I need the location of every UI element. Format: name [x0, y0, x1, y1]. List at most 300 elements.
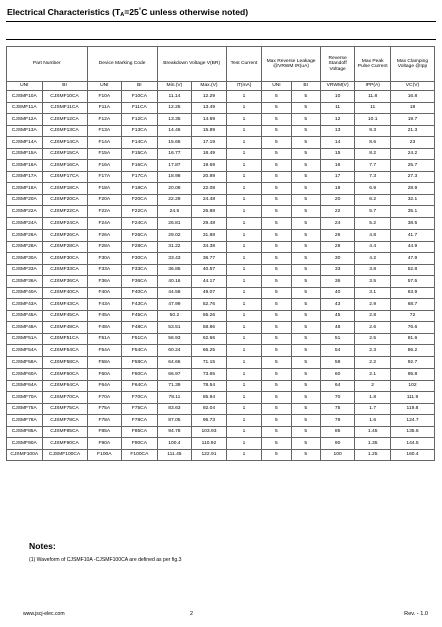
table-cell: 15.89	[192, 125, 227, 137]
table-cell: 27.3	[390, 171, 434, 183]
table-cell: CJSMF36CA	[42, 276, 87, 288]
table-cell: 36.77	[192, 253, 227, 265]
table-cell: 124.7	[390, 415, 434, 427]
table-cell: CJSMF45CA	[42, 310, 87, 322]
table-cell: CJSMF40A	[7, 287, 43, 299]
table-cell: 72	[390, 310, 434, 322]
table-cell: 12	[320, 114, 355, 126]
table-cell: 18.98	[157, 171, 192, 183]
table-cell: 1	[226, 171, 262, 183]
table-cell: 32.1	[390, 194, 434, 206]
table-cell: 22.29	[157, 194, 192, 206]
table-cell: 95.8	[390, 369, 434, 381]
table-cell: F18CA	[122, 183, 158, 195]
table-cell: 5	[291, 253, 320, 265]
table-cell: 24	[320, 217, 355, 230]
table-row	[7, 264, 435, 276]
table-cell: 66.97	[157, 369, 192, 381]
table-cell: F26CA	[122, 230, 158, 242]
table-cell: F11CA	[122, 102, 158, 114]
header-peak-pulse-current: Max Peak Pulse Current	[355, 47, 391, 82]
table-row	[7, 217, 435, 230]
table-row	[7, 148, 435, 160]
table-cell: 5	[291, 125, 320, 137]
table-cell: 71.39	[157, 380, 192, 392]
table-cell: CJSMF33CA	[42, 264, 87, 276]
table-cell: 75	[320, 403, 355, 415]
table-cell: 63.9	[390, 287, 434, 299]
table-cell: 111.9	[390, 392, 434, 404]
table-cell: 8.6	[355, 137, 391, 149]
table-cell: CJSMF30CA	[42, 253, 87, 265]
table-cell: 33	[320, 264, 355, 276]
table-cell: CJSMF58A	[7, 356, 43, 369]
table-cell: F36A	[87, 276, 122, 288]
table-cell: 5	[291, 160, 320, 172]
table-cell: CJSMF24CA	[42, 217, 87, 230]
table-cell: CJSMF22CA	[42, 206, 87, 218]
table-body	[7, 91, 435, 461]
electrical-characteristics-table	[6, 46, 435, 461]
table-cell: 11.14	[157, 91, 192, 103]
table-cell: 66.25	[192, 345, 227, 357]
table-cell: 1	[226, 322, 262, 334]
section-title: Electrical Characteristics (TA=25°C unless otherwise noted)	[7, 7, 249, 18]
table-cell: CJSMF51A	[7, 333, 43, 345]
table-cell: 2.2	[355, 356, 391, 369]
table-cell: 5	[262, 392, 291, 404]
table-cell: 1	[226, 276, 262, 288]
table-row	[7, 299, 435, 311]
table-cell: CJSMF100CA	[42, 449, 87, 461]
table-cell: 2.1	[355, 369, 391, 381]
table-cell: 13.35	[157, 114, 192, 126]
table-cell: 4.8	[355, 230, 391, 242]
table-cell: F13CA	[122, 125, 158, 137]
table-cell: CJSMF64A	[7, 380, 43, 392]
subheader-cell: BI	[291, 82, 320, 91]
table-cell: CJSMF33A	[7, 264, 43, 276]
header-max-reverse-leakage: Max Reverse Leakage @VRWM IR(uA)	[262, 47, 321, 82]
table-cell: 5	[291, 322, 320, 334]
table-cell: 1.45	[355, 426, 391, 438]
table-cell: 52.76	[192, 299, 227, 311]
table-cell: 40.57	[192, 264, 227, 276]
table-cell: 144.5	[390, 438, 434, 450]
table-row	[7, 369, 435, 381]
table-cell: CJSMF10A	[7, 91, 43, 103]
table-cell: 1	[226, 403, 262, 415]
table-cell: CJSMF78A	[7, 415, 43, 427]
table-cell: 51	[320, 333, 355, 345]
table-cell: 1	[226, 299, 262, 311]
table-cell: 5	[262, 230, 291, 242]
table-cell: 2.6	[355, 322, 391, 334]
table-cell: CJSMF51CA	[42, 333, 87, 345]
table-cell: 17.19	[192, 137, 227, 149]
table-row	[7, 171, 435, 183]
table-row	[7, 322, 435, 334]
table-row	[7, 310, 435, 322]
table-cell: CJSMF54A	[7, 345, 43, 357]
table-cell: CJSMF16CA	[42, 160, 87, 172]
table-cell: 5	[291, 287, 320, 299]
table-cell: CJSMF16A	[7, 160, 43, 172]
table-cell: 3.1	[355, 287, 391, 299]
table-cell: 64.66	[157, 356, 192, 369]
table-cell: 5	[291, 310, 320, 322]
table-cell: 21.3	[390, 125, 434, 137]
table-cell: 9.3	[355, 125, 391, 137]
table-cell: 56.93	[157, 333, 192, 345]
table-row	[7, 230, 435, 242]
table-cell: CJSMF48A	[7, 322, 43, 334]
table-cell: 20.08	[157, 183, 192, 195]
table-cell: 5	[262, 310, 291, 322]
table-cell: F78A	[87, 415, 122, 427]
table-cell: 1	[226, 415, 262, 427]
table-cell: F85A	[87, 426, 122, 438]
table-cell: 5	[291, 194, 320, 206]
table-cell: 5	[262, 333, 291, 345]
table-cell: 31.88	[192, 230, 227, 242]
subheader-cell: UNI	[87, 82, 122, 91]
table-cell: CJSMF20A	[7, 194, 43, 206]
table-cell: 95.73	[192, 415, 227, 427]
table-cell: F18A	[87, 183, 122, 195]
table-row	[7, 449, 435, 461]
table-cell: 6.9	[355, 183, 391, 195]
table-cell: 60.24	[157, 345, 192, 357]
table-cell: 1.25	[355, 449, 391, 461]
table-cell: 12.29	[192, 91, 227, 103]
table-cell: 1.6	[355, 415, 391, 427]
table-cell: 11.8	[355, 91, 391, 103]
table-cell: 2.9	[355, 299, 391, 311]
table-cell: 36.85	[157, 264, 192, 276]
table-cell: CJSMF60CA	[42, 369, 87, 381]
table-cell: 135.6	[390, 426, 434, 438]
table-cell: 47.99	[157, 299, 192, 311]
table-cell: 44.9	[390, 241, 434, 253]
table-cell: CJSMF100A	[7, 449, 43, 461]
table-cell: 20	[320, 194, 355, 206]
table-cell: F16A	[87, 160, 122, 172]
table-cell: 111.45	[157, 449, 192, 461]
table-cell: CJSMF90A	[7, 438, 43, 450]
table-cell: 14.69	[192, 114, 227, 126]
table-cell: 5.7	[355, 206, 391, 218]
table-cell: 25.7	[390, 160, 434, 172]
table-cell: CJSMF20CA	[42, 194, 87, 206]
subheader-cell: VRWM(V)	[320, 82, 355, 91]
table-cell: CJSMF22A	[7, 206, 43, 218]
table-cell: 1	[226, 438, 262, 450]
table-row	[7, 276, 435, 288]
table-cell: 5	[262, 102, 291, 114]
subheader-row	[7, 82, 435, 91]
table-cell: CJSMF70A	[7, 392, 43, 404]
table-cell: CJSMF28A	[7, 241, 43, 253]
table-cell: 73.65	[192, 369, 227, 381]
table-cell: CJSMF70CA	[42, 392, 87, 404]
table-cell: CJSMF75A	[7, 403, 43, 415]
table-cell: F14A	[87, 137, 122, 149]
table-row	[7, 253, 435, 265]
table-cell: F30CA	[122, 253, 158, 265]
table-cell: 1	[226, 253, 262, 265]
table-cell: 5	[291, 449, 320, 461]
subheader-cell: Min.(V)	[157, 82, 192, 91]
table-row	[7, 194, 435, 206]
table-cell: 5	[262, 438, 291, 450]
table-cell: 38.5	[390, 217, 434, 230]
table-row	[7, 392, 435, 404]
table-cell: CJSMF15CA	[42, 148, 87, 160]
table-cell: 60	[320, 369, 355, 381]
header-breakdown-voltage: Breakdown Voltage V(BR)	[157, 47, 226, 82]
table-cell: 23	[390, 137, 434, 149]
table-cell: 44.58	[157, 287, 192, 299]
table-cell: CJSMF75CA	[42, 403, 87, 415]
table-cell: 16.77	[157, 148, 192, 160]
table-cell: 5	[291, 264, 320, 276]
table-cell: CJSMF12CA	[42, 114, 87, 126]
table-cell: 5	[291, 230, 320, 242]
table-cell: 5	[262, 183, 291, 195]
table-cell: 102	[390, 380, 434, 392]
table-cell: 5	[291, 392, 320, 404]
table-cell: 5	[291, 276, 320, 288]
table-row	[7, 345, 435, 357]
table-cell: 11	[355, 102, 391, 114]
table-cell: CJSMF54CA	[42, 345, 87, 357]
table-cell: F100CA	[122, 449, 158, 461]
table-cell: 1.7	[355, 403, 391, 415]
table-cell: 24.48	[192, 194, 227, 206]
table-cell: 52.8	[390, 264, 434, 276]
table-cell: 1	[226, 426, 262, 438]
table-row	[7, 403, 435, 415]
table-cell: 2.8	[355, 310, 391, 322]
table-cell: 1	[226, 194, 262, 206]
table-cell: 5.2	[355, 217, 391, 230]
table-cell: CJSMF26CA	[42, 230, 87, 242]
table-cell: 7.7	[355, 160, 391, 172]
table-cell: 85	[320, 426, 355, 438]
header-device-marking: Device Marking Code	[87, 47, 157, 82]
table-cell: CJSMF15A	[7, 148, 43, 160]
table-cell: F26A	[87, 230, 122, 242]
table-cell: 1	[226, 333, 262, 345]
table-cell: F48A	[87, 322, 122, 334]
table-cell: 5	[291, 148, 320, 160]
table-cell: 92.04	[192, 403, 227, 415]
table-cell: CJSMF14CA	[42, 137, 87, 149]
table-cell: 35.1	[390, 206, 434, 218]
table-row	[7, 333, 435, 345]
table-cell: 19.69	[192, 160, 227, 172]
table-cell: 8.2	[355, 148, 391, 160]
table-cell: 4.2	[355, 253, 391, 265]
subheader-cell: Max.(V)	[192, 82, 227, 91]
table-cell: 5	[262, 125, 291, 137]
table-cell: 5	[262, 415, 291, 427]
footer-website: www.jscj-elec.com	[23, 611, 65, 617]
notes-heading: Notes:	[29, 541, 56, 551]
table-cell: 5	[291, 426, 320, 438]
table-cell: 5	[291, 217, 320, 230]
table-cell: 5	[262, 403, 291, 415]
table-cell: 87.05	[157, 415, 192, 427]
table-cell: 5	[291, 171, 320, 183]
table-cell: CJSMF58CA	[42, 356, 87, 369]
table-row	[7, 287, 435, 299]
table-cell: F28CA	[122, 241, 158, 253]
table-cell: 2.3	[355, 345, 391, 357]
table-cell: CJSMF11A	[7, 102, 43, 114]
table-cell: 3.8	[355, 264, 391, 276]
table-row	[7, 415, 435, 427]
table-cell: 86.2	[390, 345, 434, 357]
table-cell: F58CA	[122, 356, 158, 369]
table-cell: F75A	[87, 403, 122, 415]
table-cell: CJSMF60A	[7, 369, 43, 381]
table-cell: 44.17	[192, 276, 227, 288]
table-cell: 5	[291, 183, 320, 195]
table-cell: 78	[320, 415, 355, 427]
table-cell: 36	[320, 276, 355, 288]
table-cell: 57.5	[390, 276, 434, 288]
table-cell: 19.7	[390, 114, 434, 126]
table-cell: 15.66	[157, 137, 192, 149]
table-cell: 11	[320, 102, 355, 114]
table-cell: 100	[320, 449, 355, 461]
table-cell: 76.6	[390, 322, 434, 334]
table-cell: 5	[291, 114, 320, 126]
table-cell: 3.5	[355, 276, 391, 288]
table-cell: 50.2	[157, 310, 192, 322]
subheader-cell: IPP(A)	[355, 82, 391, 91]
table-cell: 5	[262, 160, 291, 172]
table-cell: CJSMF17CA	[42, 171, 87, 183]
table-cell: 5	[262, 241, 291, 253]
table-cell: 92.7	[390, 356, 434, 369]
table-cell: F54CA	[122, 345, 158, 357]
table-cell: 5	[291, 415, 320, 427]
table-cell: 5	[262, 299, 291, 311]
table-cell: 5	[291, 102, 320, 114]
table-cell: F10CA	[122, 91, 158, 103]
table-cell: 64	[320, 380, 355, 392]
subheader-cell: IT(mA)	[226, 82, 262, 91]
table-cell: 1	[226, 449, 262, 461]
table-cell: F60CA	[122, 369, 158, 381]
table-cell: 20.89	[192, 171, 227, 183]
table-cell: 1	[226, 148, 262, 160]
table-cell: 5	[262, 253, 291, 265]
table-cell: 1	[226, 264, 262, 276]
table-cell: 5	[291, 380, 320, 392]
table-cell: 5	[291, 137, 320, 149]
table-cell: F51A	[87, 333, 122, 345]
table-cell: 5	[291, 438, 320, 450]
table-cell: CJSMF85CA	[42, 426, 87, 438]
table-cell: 1	[226, 310, 262, 322]
table-cell: F22A	[87, 206, 122, 218]
subheader-cell: BI	[122, 82, 158, 91]
table-cell: F70CA	[122, 392, 158, 404]
table-cell: F12A	[87, 114, 122, 126]
table-row	[7, 160, 435, 172]
table-cell: F90A	[87, 438, 122, 450]
table-cell: 33.43	[157, 253, 192, 265]
table-cell: 1	[226, 183, 262, 195]
table-cell: 5	[262, 264, 291, 276]
table-cell: F78CA	[122, 415, 158, 427]
table-cell: 1	[226, 230, 262, 242]
table-cell: 4.4	[355, 241, 391, 253]
table-cell: 78.54	[192, 380, 227, 392]
table-row	[7, 438, 435, 450]
table-cell: CJSMF24A	[7, 217, 43, 230]
table-cell: 5	[291, 345, 320, 357]
table-cell: CJSMF12A	[7, 114, 43, 126]
table-cell: 48	[320, 322, 355, 334]
table-cell: CJSMF78CA	[42, 415, 87, 427]
table-cell: 100.4	[157, 438, 192, 450]
table-cell: 28.9	[390, 183, 434, 195]
table-cell: 70	[320, 392, 355, 404]
table-cell: 83.63	[157, 403, 192, 415]
table-cell: CJSMF90CA	[42, 438, 87, 450]
table-cell: 13.49	[192, 102, 227, 114]
table-cell: 28	[320, 241, 355, 253]
table-cell: 5	[291, 299, 320, 311]
table-cell: 5	[262, 426, 291, 438]
table-cell: 1.8	[355, 392, 391, 404]
table-cell: 1	[226, 91, 262, 103]
subheader-cell: VC(V)	[390, 82, 434, 91]
table-cell: 13	[320, 125, 355, 137]
table-cell: CJSMF10CA	[42, 91, 87, 103]
table-cell: 1	[226, 137, 262, 149]
title-rule-bottom	[6, 39, 436, 40]
table-cell: 58.86	[192, 322, 227, 334]
table-cell: F12CA	[122, 114, 158, 126]
table-cell: 5	[291, 369, 320, 381]
table-cell: CJSMF17A	[7, 171, 43, 183]
table-cell: F60A	[87, 369, 122, 381]
table-cell: 47.9	[390, 253, 434, 265]
table-cell: F15CA	[122, 148, 158, 160]
table-cell: 12.25	[157, 102, 192, 114]
table-cell: 5	[262, 206, 291, 218]
table-cell: 17.87	[157, 160, 192, 172]
table-cell: 31.22	[157, 241, 192, 253]
table-cell: 1	[226, 125, 262, 137]
table-cell: F20CA	[122, 194, 158, 206]
table-cell: 5	[262, 369, 291, 381]
table-cell: 34.38	[192, 241, 227, 253]
table-cell: 1	[226, 356, 262, 369]
table-cell: F54A	[87, 345, 122, 357]
table-cell: 40.16	[157, 276, 192, 288]
table-cell: 5	[291, 403, 320, 415]
table-cell: F13A	[87, 125, 122, 137]
subheader-cell: UNI	[262, 82, 291, 91]
table-cell: 5	[291, 91, 320, 103]
